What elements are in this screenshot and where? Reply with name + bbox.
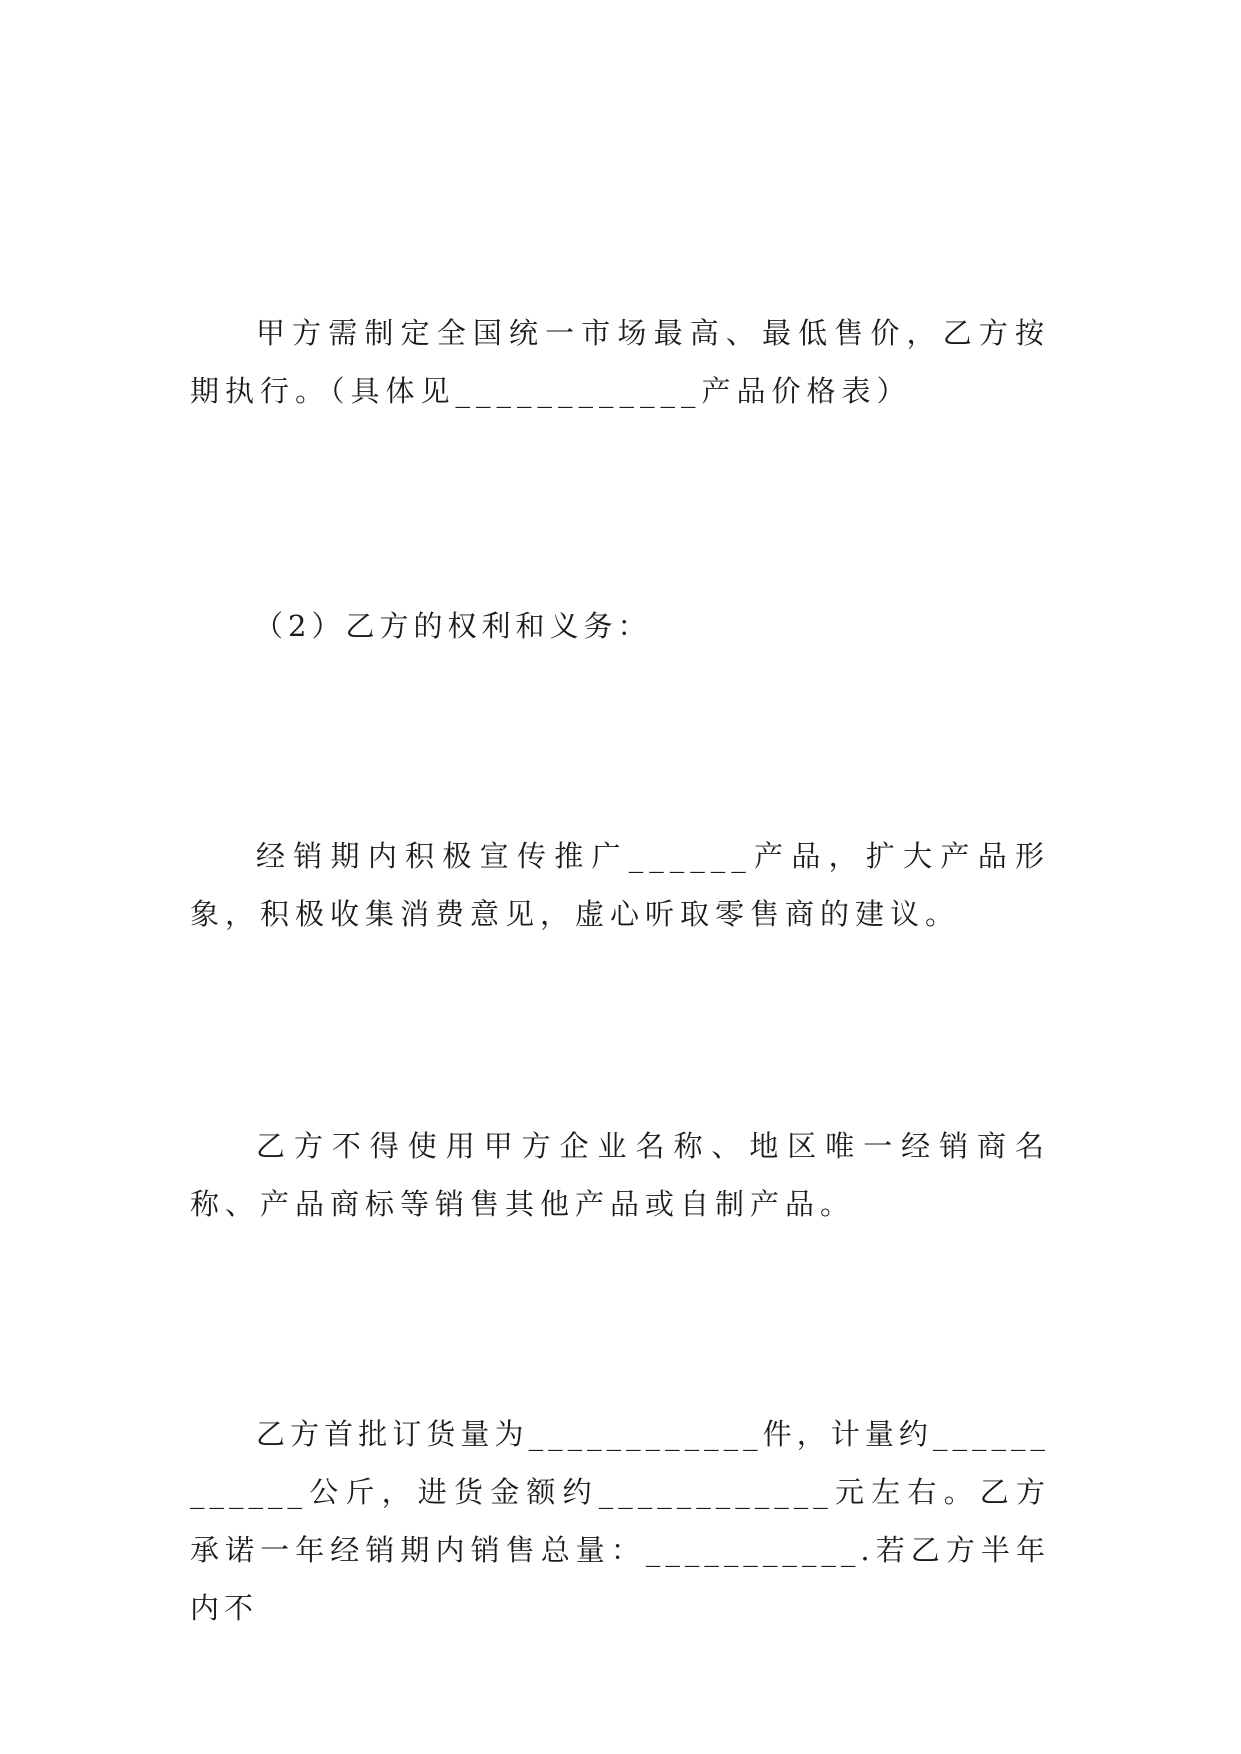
section-heading-rights-obligations: （2）乙方的权利和义务： — [254, 609, 652, 643]
paragraph-order-quantity: 乙方首批订货量为____________件，计量约____________公斤，进货金额约____________元左右。乙方承诺一年经销期内销售总量：___________.若乙方半年内不 — [190, 1417, 1050, 1625]
paragraph-trademark-restriction: 乙方不得使用甲方企业名称、地区唯一经销商名称、产品商标等销售其他产品或自制产品。 — [190, 1129, 1050, 1221]
paragraph-pricing: 甲方需制定全国统一市场最高、最低售价，乙方按期执行。（具体见____________产品价格表） — [190, 316, 1050, 408]
paragraph-promotion: 经销期内积极宣传推广______产品，扩大产品形象，积极收集消费意见，虚心听取零售商的建议。 — [190, 839, 1050, 931]
